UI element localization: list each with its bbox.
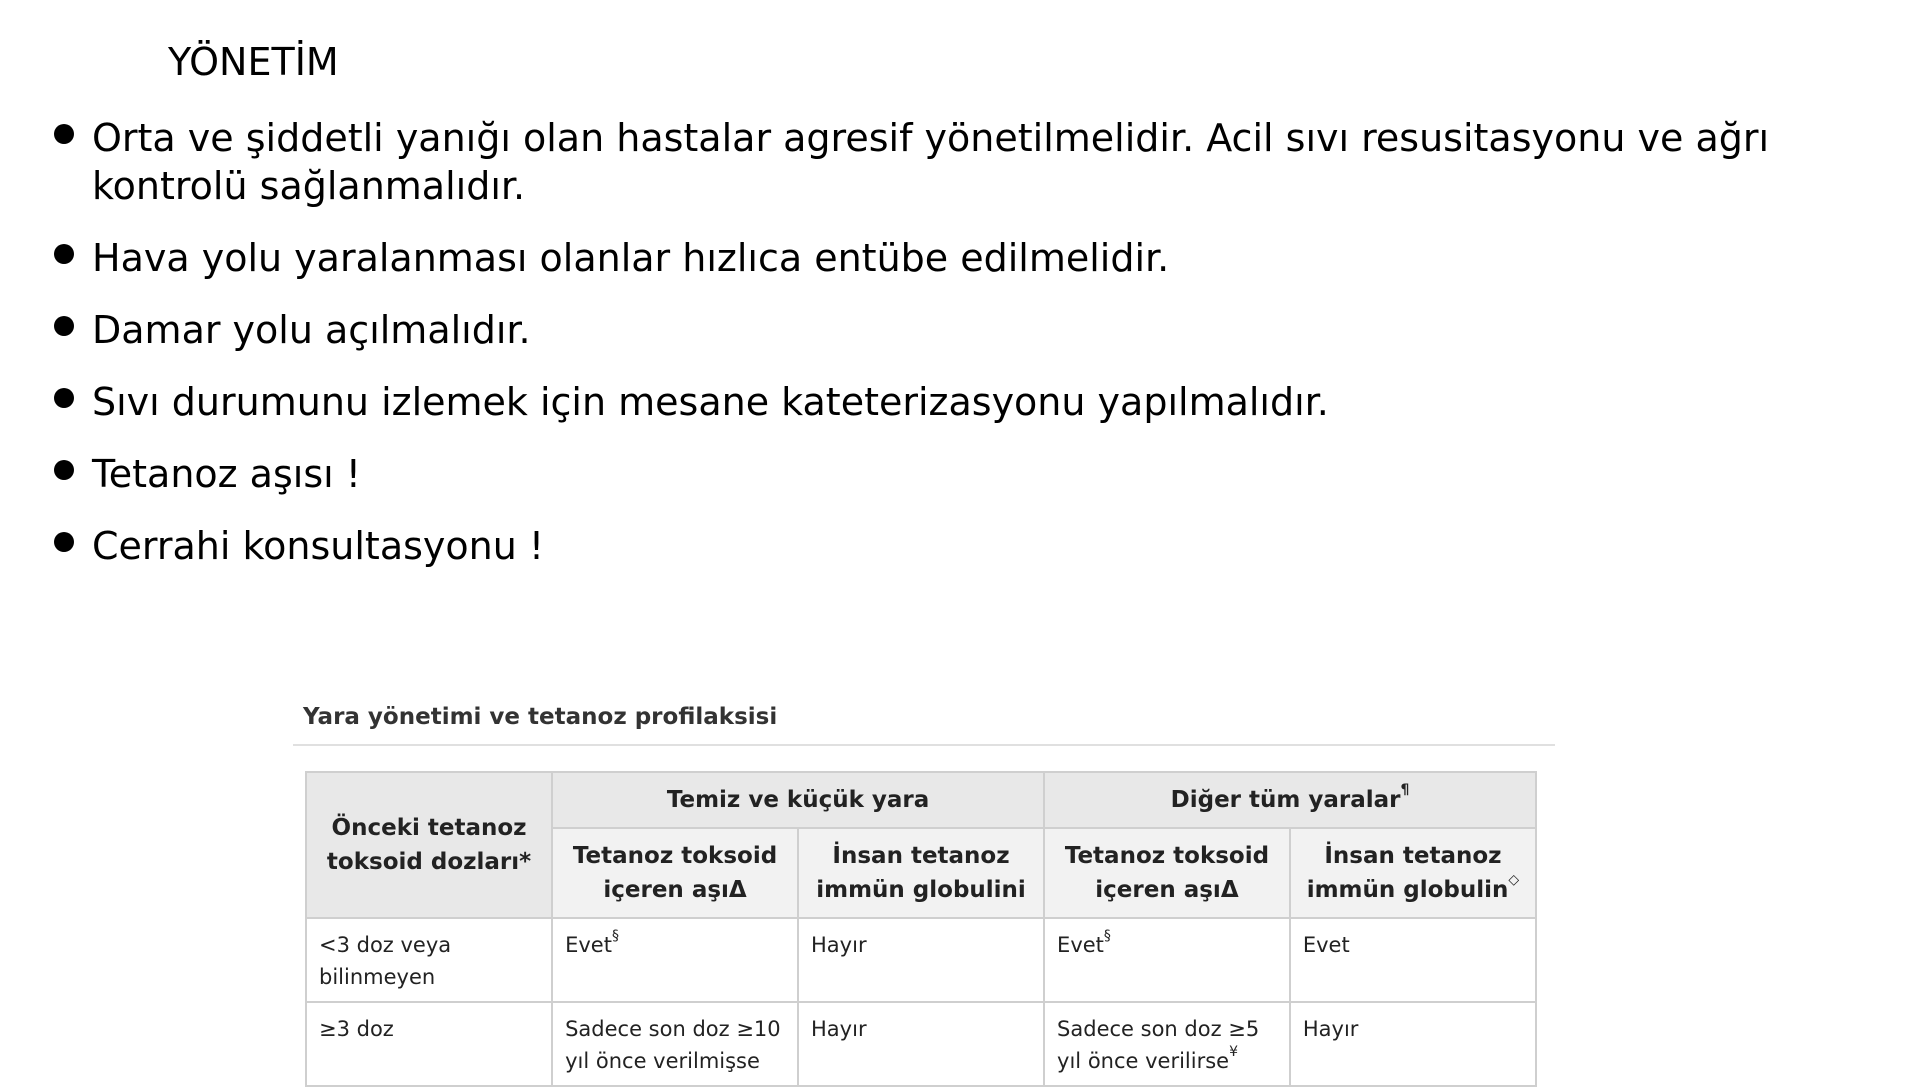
header-clean-toxoid: Tetanoz toksoid içeren aşıΔ [552,828,798,918]
bullet-dot-icon [54,244,74,264]
bullet-dot-icon [54,532,74,552]
footnote-mark: ¥ [1229,1044,1239,1060]
table-row [306,1002,1536,1086]
figure-caption: Yara yönetimi ve tetanoz profilaksisi [293,700,1555,746]
slide-title: YÖNETİM [168,40,339,84]
bullet-text: Orta ve şiddetli yanığı olan hastalar agresif yönetilmelidir. Acil sıvı resusitasyonu ve ağrı kontrolü sağlanmalıdır. [92,116,1770,208]
cell-value: Evet [565,933,612,957]
header-clean-immunoglobulin: İnsan tetanoz immün globulini [798,828,1044,918]
bullet-dot-icon [54,460,74,480]
bullet-dot-icon [54,388,74,408]
cell-clean-toxoid: Sadece son doz ≥10 yıl önce verilmişse [552,1002,798,1086]
bullet-text: Sıvı durumunu izlemek için mesane kateterizasyonu yapılmalıdır. [92,380,1329,424]
bullet-text: Damar yolu açılmalıdır. [92,308,531,352]
bullet-text: Cerrahi konsultasyonu ! [92,524,545,568]
cell-doses: <3 doz veya bilinmeyen [306,918,552,1002]
footnote-mark: § [611,928,619,944]
bullet-item [50,378,1850,426]
header-clean-minor-wound: Temiz ve küçük yara [552,772,1044,828]
cell-value: Sadece son doz ≥5 yıl önce verilirse [1057,1017,1260,1073]
bullet-dot-icon [54,316,74,336]
cell-doses: ≥3 doz [306,1002,552,1086]
bullet-text: Tetanoz aşısı ! [92,452,361,496]
tetanus-figure [293,700,1555,1087]
bullet-item [50,114,1850,210]
header-other-immunoglobulin-label: İnsan tetanoz immün globulin [1306,843,1509,903]
footnote-mark: § [1103,928,1111,944]
header-previous-doses: Önceki tetanoz toksoid dozları* [306,772,552,918]
cell-other-toxoid [1044,918,1290,1002]
bullet-item [50,450,1850,498]
cell-other-ig: Hayır [1290,1002,1536,1086]
bullet-item [50,234,1850,282]
footnote-mark: ¶ [1400,782,1410,799]
cell-clean-toxoid [552,918,798,1002]
bullet-item [50,522,1850,570]
header-other-immunoglobulin [1290,828,1536,918]
header-all-other-wounds [1044,772,1536,828]
cell-value: Evet [1057,933,1104,957]
bullet-text: Hava yolu yaralanması olanlar hızlıca entübe edilmelidir. [92,236,1170,280]
bullet-dot-icon [54,124,74,144]
footnote-mark: ◇ [1508,872,1520,889]
bullet-item [50,306,1850,354]
table-row [306,918,1536,1002]
cell-clean-ig: Hayır [798,1002,1044,1086]
bullet-list [50,114,1850,594]
cell-clean-ig: Hayır [798,918,1044,1002]
cell-other-ig: Evet [1290,918,1536,1002]
header-all-other-wounds-label: Diğer tüm yaralar [1170,787,1401,813]
cell-other-toxoid [1044,1002,1290,1086]
header-other-toxoid: Tetanoz toksoid içeren aşıΔ [1044,828,1290,918]
tetanus-prophylaxis-table [305,771,1537,1087]
